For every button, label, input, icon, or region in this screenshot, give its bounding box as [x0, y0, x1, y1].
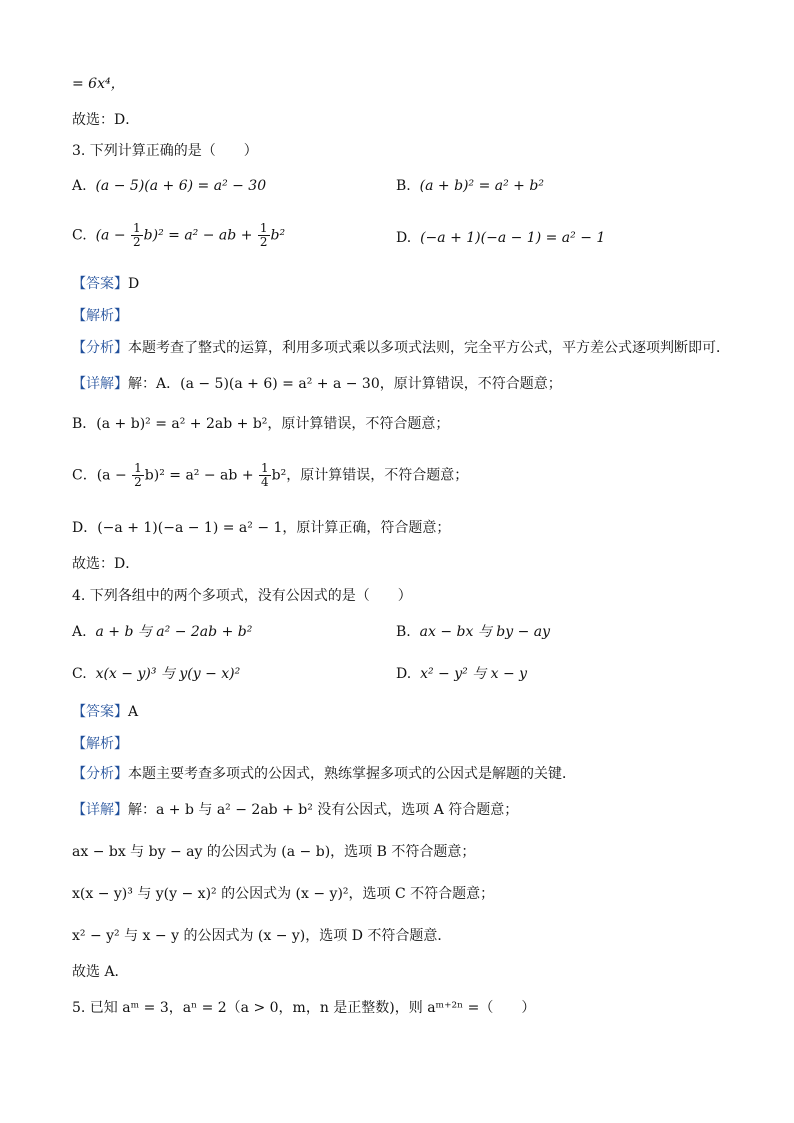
detail-3-d: D．(−a + 1)(−a − 1) = a² − 1，原计算正确，符合题意；	[72, 520, 451, 536]
text-line: = 6x⁴，	[72, 76, 125, 92]
detail-4-a: 【详解】解：a + b 与 a² − 2ab + b² 没有公因式，选项 A 符合题意；	[72, 802, 519, 818]
answer-4: 【答案】A	[72, 704, 139, 720]
detail-3-b: B．(a + b)² = a² + 2ab + b²，原计算错误，不符合题意；	[72, 416, 450, 432]
question-3-stem: 3. 下列计算正确的是（ ）	[72, 143, 258, 159]
q4-option-b: B. ax − bx 与 by − ay	[396, 624, 551, 640]
detail-4-c: x(x − y)³ 与 y(y − x)² 的公因式为 (x − y)²，选项 C 不符合题意；	[72, 886, 495, 902]
analysis-4-heading: 【解析】	[72, 736, 128, 752]
q4-option-a: A. a + b 与 a² − 2ab + b²	[72, 624, 253, 640]
analysis-3-summary: 【分析】本题考查了整式的运算，利用多项式乘以多项式法则，完全平方公式，平方差公式逐项判断即可．	[72, 340, 730, 356]
choose-3: 故选：D．	[72, 556, 140, 572]
analysis-4-summary: 【分析】本题主要考查多项式的公因式，熟练掌握多项式的公因式是解题的关键．	[72, 766, 576, 782]
q4-option-c: C. x(x − y)³ 与 y(y − x)²	[72, 666, 241, 682]
question-4-stem: 4. 下列各组中的两个多项式，没有公因式的是（ ）	[72, 588, 412, 604]
q3-option-d: D. (−a + 1)(−a − 1) = a² − 1	[396, 230, 606, 246]
q3-option-b: B. (a + b)² = a² + b²	[396, 178, 544, 194]
detail-4-b: ax − bx 与 by − ay 的公因式为 (a − b)，选项 B 不符合题意；	[72, 844, 476, 860]
q3-option-c: C. (a − $\frac{1}{2}$ b)² = a² − ab + $\frac{1}{2}$ b²	[72, 221, 286, 249]
text-line: 故选：D．	[72, 112, 140, 128]
analysis-3-heading: 【解析】	[72, 308, 128, 324]
detail-3-a: 【详解】解：A．(a − 5)(a + 6) = a² + a − 30，原计算错误，不符合题意；	[72, 376, 562, 392]
q3-option-a: A. (a − 5)(a + 6) = a² − 30	[72, 178, 267, 194]
detail-4-d: x² − y² 与 x − y 的公因式为 (x − y)，选项 D 不符合题意．	[72, 928, 452, 944]
choose-4: 故选 A．	[72, 964, 129, 980]
question-5-stem: 5. 已知 aᵐ = 3，aⁿ = 2（a > 0，m，n 是正整数)，则 aᵐ⁺²ⁿ =（ ）	[72, 1000, 536, 1016]
detail-3-c: C．(a − $\frac{1}{2}$ b)² = a² − ab + $\frac{1}{4}$ b²，原计算错误，不符合题意；	[72, 461, 469, 489]
q4-option-d: D. x² − y² 与 x − y	[396, 666, 528, 682]
answer-3: 【答案】D	[72, 276, 140, 292]
